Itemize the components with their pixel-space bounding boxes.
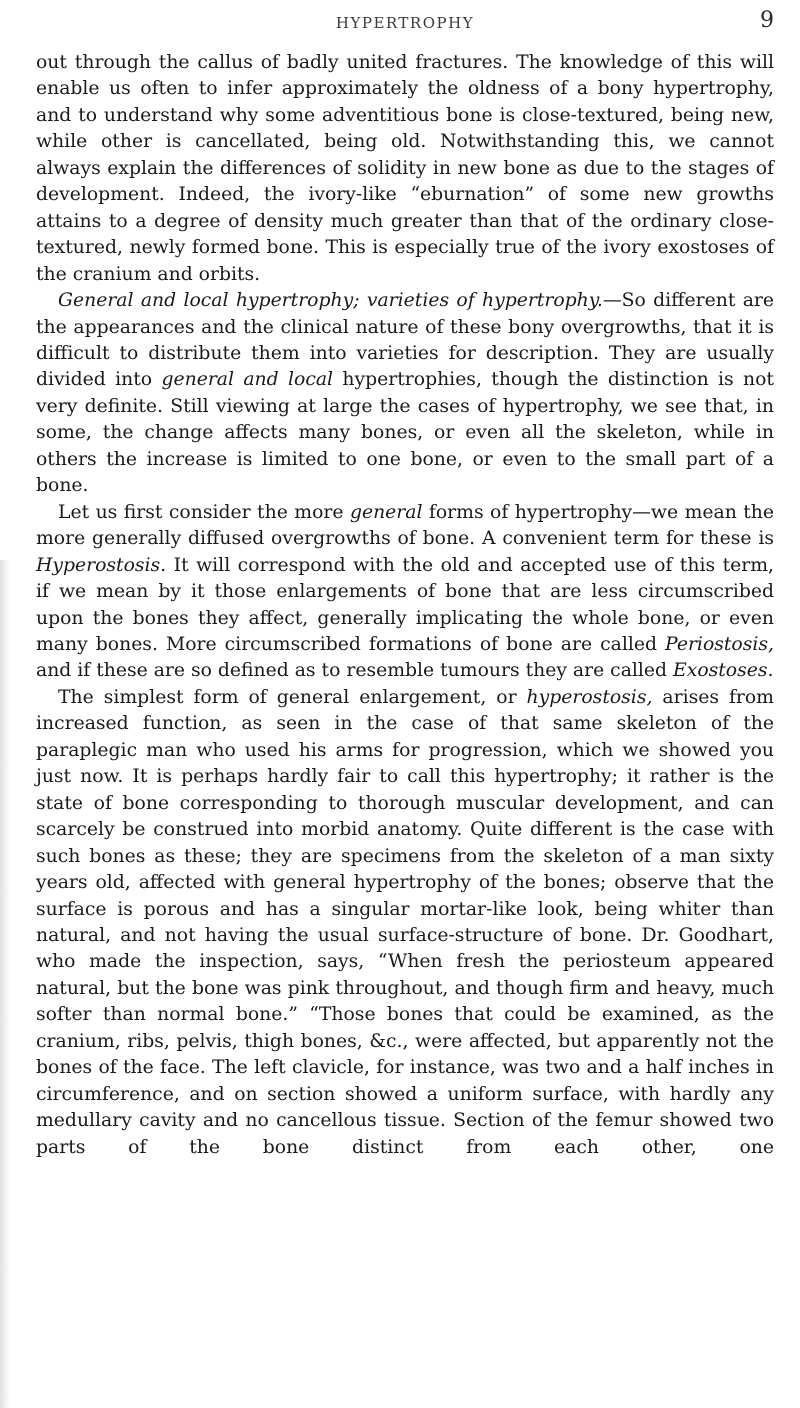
emphasis-term: Exostoses. (673, 660, 774, 682)
paragraph-general-local (36, 288, 774, 500)
book-page (36, 8, 774, 1161)
paragraph-text: The simplest form of general enlargement, or (58, 686, 527, 708)
paragraph-text: So different are the appearances and the clinical nature of these bony overgrowths, that it is difficult to distribute them into varieties for description. They are usually divided into (36, 290, 774, 391)
emphasis-term: general (349, 501, 423, 523)
heading-dash: — (602, 290, 622, 312)
paragraph-continuation (36, 50, 774, 288)
running-head: HYPERTROPHY (335, 14, 475, 32)
paragraph-text: forms of hypertrophy—we mean the more generally diffused overgrowths of bone. A convenient term for these is (36, 501, 775, 550)
paragraph-text: and if these are so defined as to resemble tumours they are called (36, 660, 674, 682)
paragraph-text: hypertrophies, though the distinction is not very definite. Still viewing at large the cases of hypertrophy, we see that, in some, the change affects many bones, or even all the skeleton, while in others the increase is limited to one bone, or even to the small part of a bone. (36, 369, 774, 497)
emphasis-term: general and local (161, 369, 334, 391)
body-text (36, 50, 774, 1161)
paragraph-text: arises from increased function, as seen in the case of that same skeleton of the paraplegic man who used his arms for progression, which we showed you just now. It is perhaps hardly fair to call this hypertrophy; it rather is the state of bone corresponding to thorough muscular development, and can scarcely be construed into morbid anatomy. Quite different is the case with such bones as these; they are specimens from the skeleton of a man sixty years old, affected with general hypertrophy of the bones; observe that the surface is porous and has a singular mortar-like look, being whiter than natural, and not having the usual surface-structure of bone. Dr. Goodhart, who made the inspection, says, “When fresh the periosteum appeared natural, but the bone was pink throughout, and though firm and heavy, much softer than normal bone.” “Those bones that could be examined, as the cranium, ribs, pelvis, thigh bones, &c., were affected, but apparently not the bones of the face. The left clavicle, for instance, was two and a half inches in circumference, and on section showed a uniform surface, with hardly any medullary cavity and no cancellous tissue. Section of the femur showed two parts of the bone distinct from each other, one (36, 686, 774, 1158)
emphasis-term: hyperostosis, (526, 686, 653, 708)
paragraph-simplest-form (36, 685, 774, 1161)
paragraph-text: out through the callus of badly united fractures. The knowledge of this will enable us often to infer approximately the oldness of a bony hypertrophy, and to understand why some adventitious bone is close-textured, being new, while other is cancellated, being old. Notwithstanding this, we cannot always explain the differences of solidity in new bone as due to the stages of development. Indeed, the ivory-like “eburnation” of some new growths attains to a degree of density much greater than that of the ordinary close-textured, newly formed bone. This is especially true of the ivory exostoses of the cranium and orbits. (36, 52, 774, 285)
emphasis-term: Hyperostosis. (36, 554, 167, 576)
emphasis-term: Periostosis, (665, 633, 774, 655)
page-header (36, 8, 774, 42)
paragraph-hyperostosis (36, 500, 774, 685)
paragraph-text: Let us first consider the more (58, 501, 350, 523)
paragraph-text: It will correspond with the old and accepted use of this term, if we mean by it those enlargements of bone that are less circumscribed upon the bones they affect, generally implicating the whole bone, or even many bones. More circumscribed formations of bone are called (36, 554, 774, 655)
section-heading: General and local hypertrophy; varieties of hypertrophy. (58, 290, 603, 312)
page-number: 9 (760, 8, 774, 33)
page-edge-shadow (0, 560, 10, 1408)
